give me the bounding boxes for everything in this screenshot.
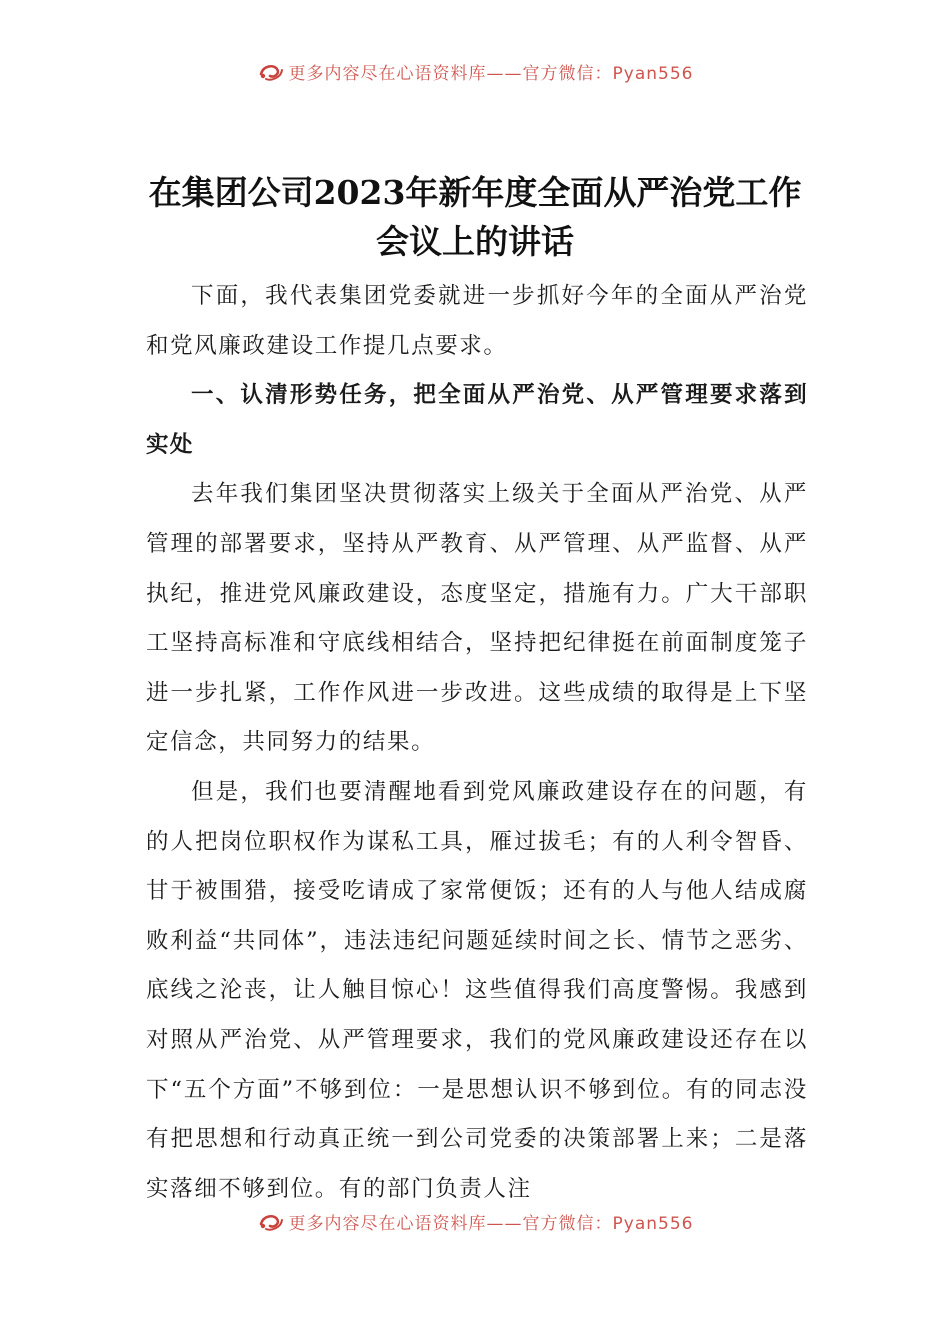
section-heading: 一、认清形势任务，把全面从严治党、从严管理要求落到实处 [146,382,808,458]
paragraph-achievements: 去年我们集团坚决贯彻落实上级关于全面从严治党、从严管理的部署要求，坚持从严教育、从严管理、从严监督、从严执纪，推进党风廉政建设，态度坚定，措施有力。广大干部职工坚持高标准和守底线相结合，坚持把纪律挺在前面制度笼子进一步扎紧，工作作风进一步改进。这些成绩的取得是上下坚定信念，共同努力的结果。 [146,481,808,756]
watermark-footer [0,1208,950,1234]
watermark-text: 更多内容尽在心语资料库——官方微信：Pyan556 [288,63,694,84]
paragraph-intro: 下面，我代表集团党委就进一步抓好今年的全面从严治党和党风廉政建设工作提几点要求。 [146,283,808,359]
document-title: 在集团公司2023年新年度全面从严治党工作会议上的讲话 [148,173,802,261]
watermark-header [0,58,950,84]
document-body [146,272,808,1214]
swirl-logo-icon [257,60,285,82]
paragraph-problems: 但是，我们也要清醒地看到党风廉政建设存在的问题，有的人把岗位职权作为谋私工具，雁过拔毛；有的人利令智昏、甘于被围猎，接受吃请成了家常便饭；还有的人与他人结成腐败利益“共同体”，违法违纪问题延续时间之长、情节之恶劣、底线之沦丧，让人触目惊心！这些值得我们高度警惕。我感到对照从严治党、从严管理要求，我们的党风廉政建设还存在以下“五个方面”不够到位：一是思想认识不够到位。有的同志没有把思想和行动真正统一到公司党委的决策部署上来；二是落实落细不够到位。有的部门负责人注 [146,778,808,1202]
watermark-text: 更多内容尽在心语资料库——官方微信：Pyan556 [288,1213,694,1234]
swirl-logo-icon [257,1210,285,1232]
